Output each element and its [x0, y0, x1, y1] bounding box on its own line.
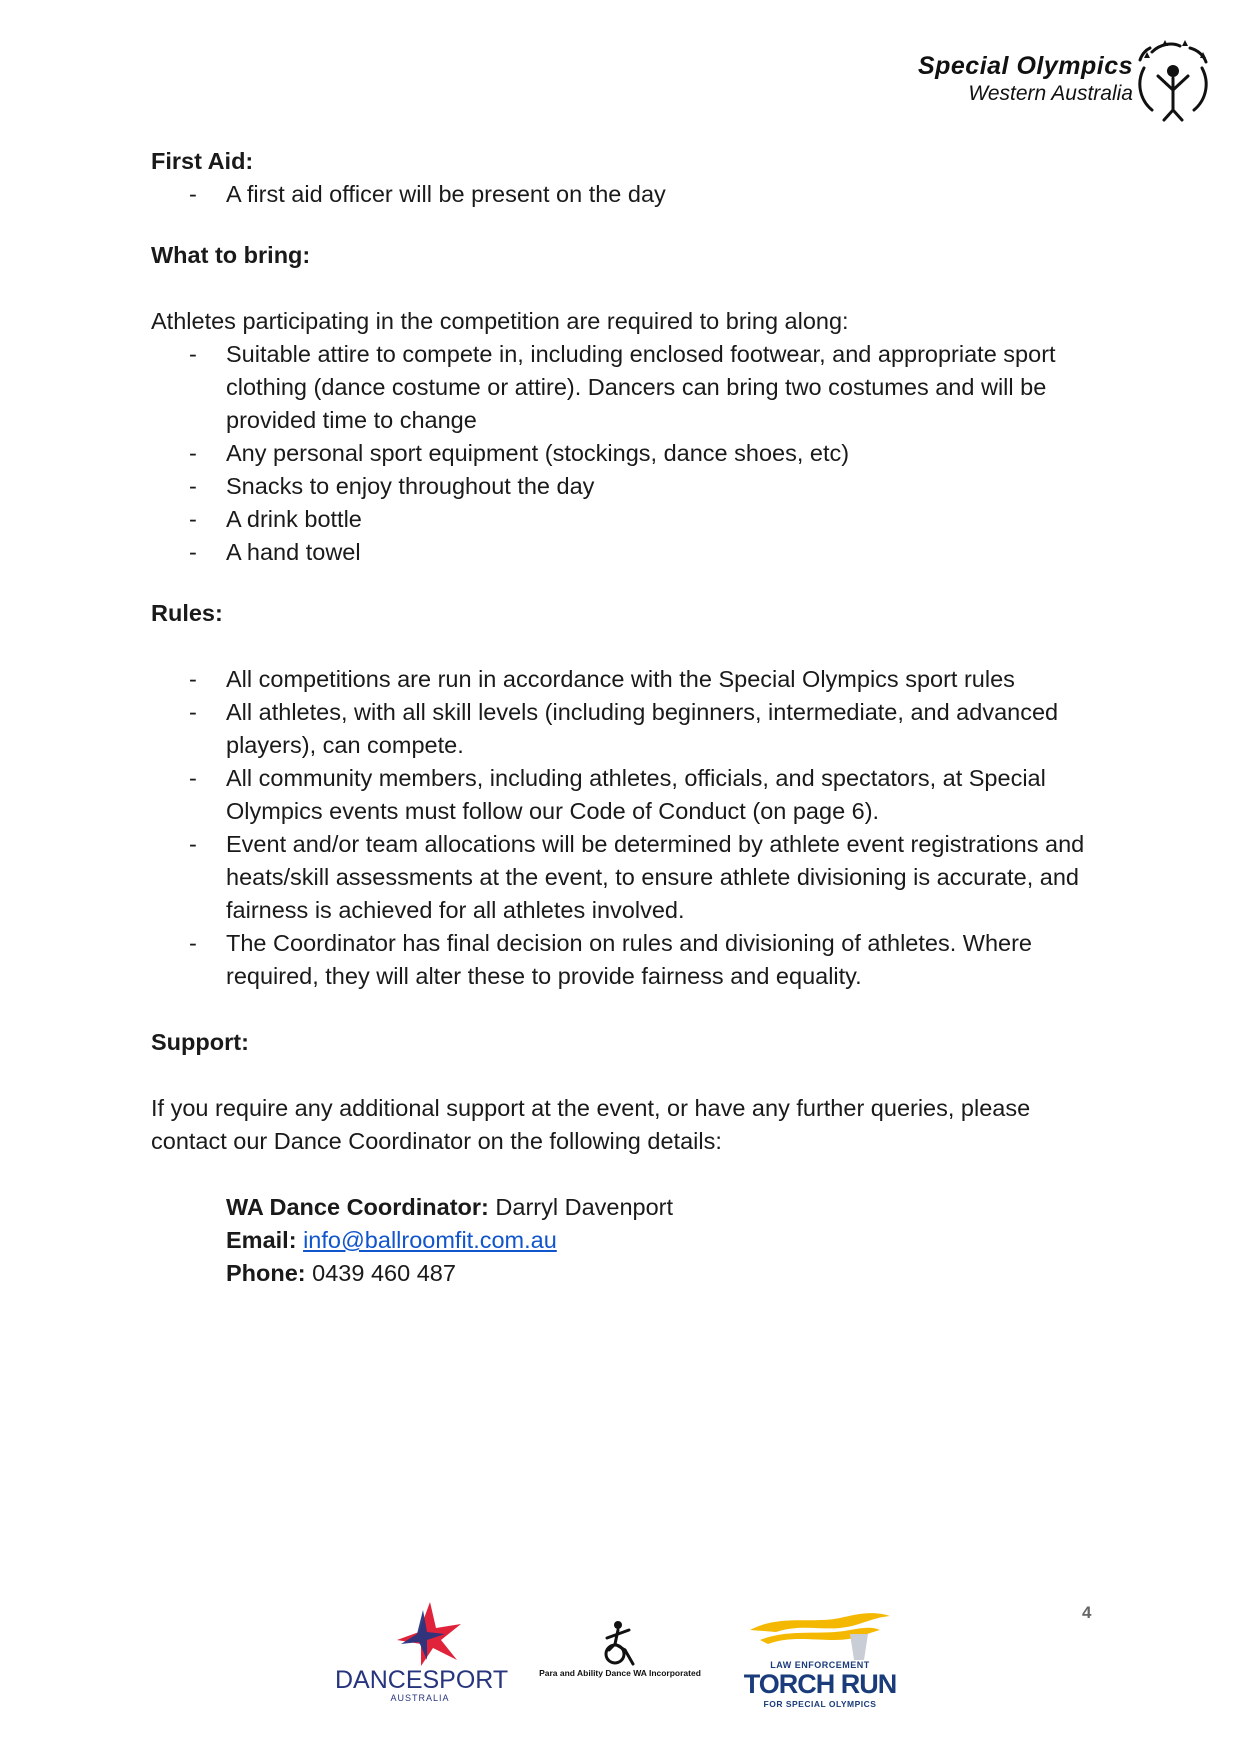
document-body	[151, 145, 1111, 1290]
list-item: - All competitions are run in accordance with the Special Olympics sport rules	[151, 663, 1111, 696]
coordinator-line	[226, 1191, 1111, 1224]
phone-line	[226, 1257, 1111, 1290]
list-item: - A hand towel	[151, 536, 1111, 569]
list-item: - Any personal sport equipment (stockings, dance shoes, etc)	[151, 437, 1111, 470]
list-item: - A first aid officer will be present on the day	[151, 178, 1111, 211]
wheelchair-dancer-icon	[525, 1620, 715, 1666]
list-item: - All community members, including athletes, officials, and spectators, at Special Olympics events must follow our Code of Conduct (on page 6).	[151, 762, 1111, 828]
torch-run-bottom: FOR SPECIAL OLYMPICS	[763, 1699, 877, 1709]
special-olympics-emblem-icon	[1130, 38, 1216, 124]
phone-number: 0439 460 487	[312, 1260, 456, 1286]
first-aid-heading: First Aid:	[151, 148, 254, 174]
support-heading: Support:	[151, 1029, 249, 1055]
org-header	[918, 52, 1133, 106]
dancesport-name: DANCESPORT	[335, 1666, 509, 1694]
torch-run-top: LAW ENFORCEMENT	[770, 1660, 870, 1670]
para-ability-dance-logo	[525, 1620, 715, 1690]
contact-details	[151, 1191, 1111, 1290]
dancesport-australia-logo	[335, 1600, 509, 1703]
para-ability-name: Para and Ability Dance WA Incorporated	[539, 1668, 701, 1678]
list-item: - The Coordinator has final decision on rules and divisioning of athletes. Where required, they will alter these to provide fairness and equality.	[151, 927, 1111, 993]
email-line	[226, 1224, 1111, 1257]
list-item: - Suitable attire to compete in, including enclosed footwear, and appropriate sport clothing (dance costume or attire). Dancers can bring two costumes and will be provided time to change	[151, 338, 1111, 437]
org-title: Special Olympics	[917, 52, 1133, 80]
dancesport-sub: AUSTRALIA	[390, 1693, 450, 1703]
rules-list	[151, 663, 1111, 993]
coordinator-name: Darryl Davenport	[495, 1194, 674, 1220]
torch-run-logo	[740, 1610, 900, 1710]
what-to-bring-heading: What to bring:	[151, 242, 311, 268]
org-subtitle: Western Australia	[968, 82, 1133, 105]
list-item: - A drink bottle	[151, 503, 1111, 536]
what-to-bring-intro: Athletes participating in the competition are required to bring along:	[151, 308, 849, 334]
email-link[interactable]: info@ballroomfit.com.au	[303, 1227, 557, 1253]
phone-label: Phone:	[226, 1260, 306, 1286]
coordinator-label: WA Dance Coordinator:	[226, 1194, 489, 1220]
torch-run-main: TORCH RUN	[743, 1669, 897, 1699]
list-item: - All athletes, with all skill levels (including beginners, intermediate, and advanced players), can compete.	[151, 696, 1111, 762]
first-aid-list	[151, 178, 1111, 211]
what-to-bring-list	[151, 338, 1111, 569]
support-intro: If you require any additional support at the event, or have any further queries, please contact our Dance Coordinator on the following details:	[151, 1095, 1031, 1154]
dancesport-star-icon	[335, 1600, 505, 1666]
page-number: 4	[1082, 1603, 1092, 1622]
rules-heading: Rules:	[151, 600, 223, 626]
list-item: - Snacks to enjoy throughout the day	[151, 470, 1111, 503]
torch-flame-icon	[740, 1610, 900, 1664]
email-label: Email:	[226, 1227, 297, 1253]
list-item: - Event and/or team allocations will be determined by athlete event registrations and heats/skill assessments at the event, to ensure athlete divisioning is accurate, and fairness is achieved for all athletes involved.	[151, 828, 1111, 927]
